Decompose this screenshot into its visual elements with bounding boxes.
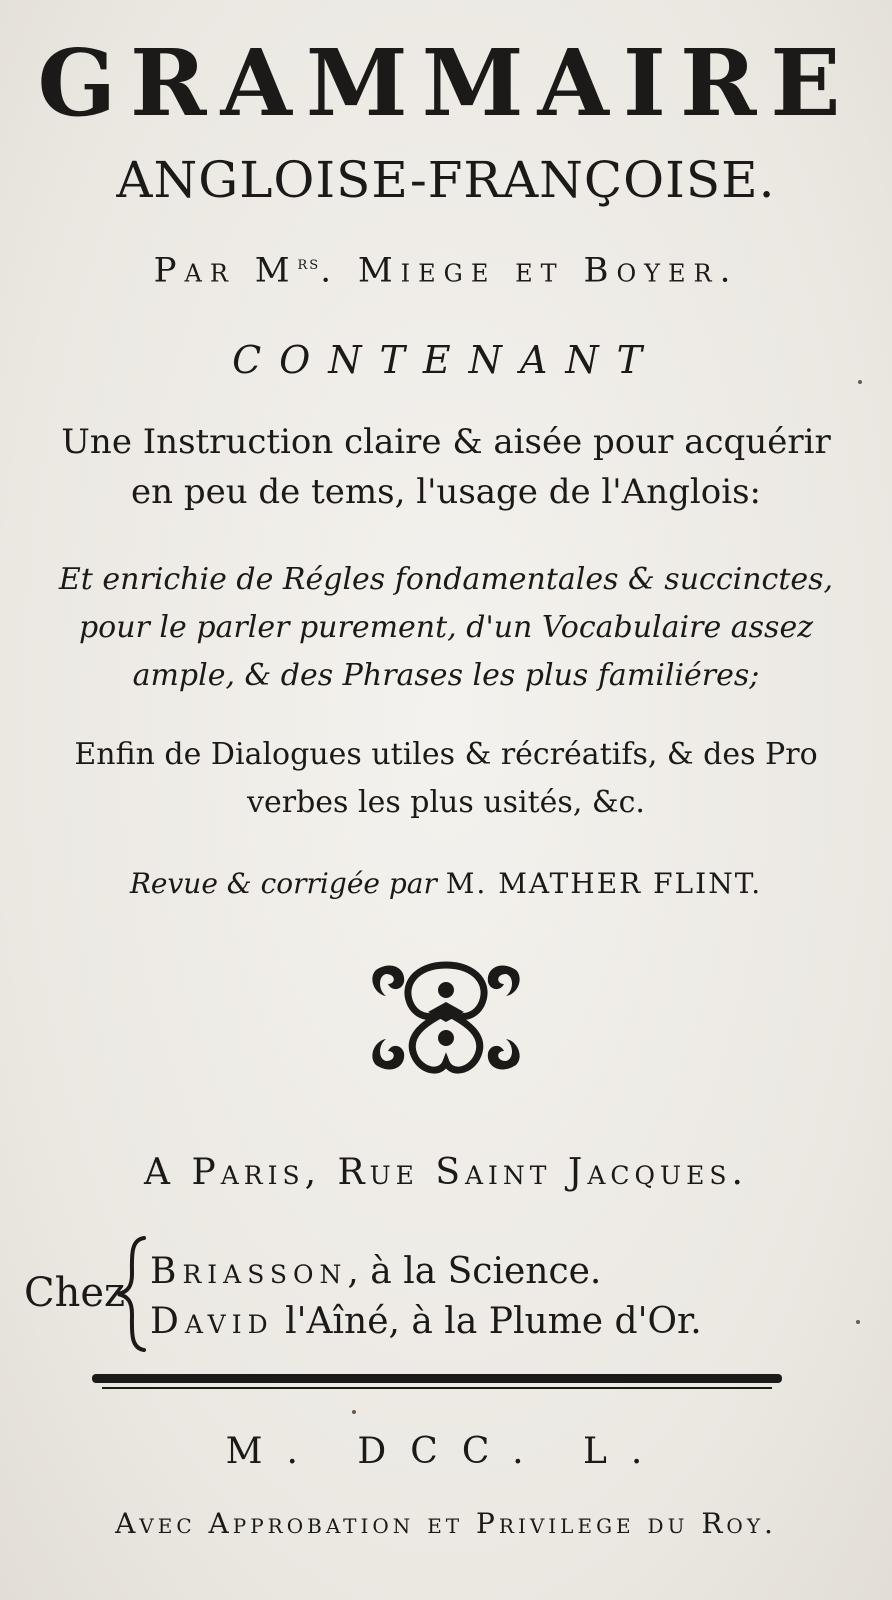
authors-sup: rs <box>297 253 321 274</box>
curly-brace-icon <box>114 1234 150 1354</box>
book-subtitle: ANGLOISE-FRANÇOISE. <box>116 151 776 209</box>
authors-line <box>0 242 892 292</box>
revue-italic: Revue & corrigée par <box>129 867 437 900</box>
enrichie-line-3: ample, & des Phrases les plus familiéres; <box>132 658 760 693</box>
publisher-1-name: Briasson <box>150 1251 348 1292</box>
contenant-heading: CONTENANT <box>232 338 660 382</box>
paper-speck <box>352 1410 356 1414</box>
authors-prefix: Par M <box>153 250 298 291</box>
editor-name: M. MATHER FLINT. <box>445 867 763 900</box>
instruction-line-1: Une Instruction claire & aisée pour acquérir <box>61 422 831 462</box>
instruction-line-2: en peu de tems, l'usage de l'Anglois: <box>131 472 761 512</box>
paper-speck <box>856 1320 860 1324</box>
publisher-2-name: David <box>150 1301 274 1342</box>
double-rule-divider <box>92 1372 782 1392</box>
printers-monogram-ornament-icon <box>356 950 536 1085</box>
publication-year: M. DCC. L. <box>225 1431 667 1472</box>
book-title: GRAMMAIRE <box>37 29 855 137</box>
enfin-line-1: Enfin de Dialogues utiles & récréatifs, & des Pro <box>74 737 818 772</box>
imprint-city: A Paris, Rue Saint Jacques. <box>144 1152 748 1193</box>
publisher-2 <box>150 1298 702 1346</box>
privilege-line: Avec Approbation et Privilege du Roy. <box>115 1507 777 1540</box>
publisher-1 <box>150 1248 601 1296</box>
enfin-line-2: verbes les plus usités, &c. <box>247 785 645 820</box>
paper-speck <box>858 380 862 384</box>
enrichie-line-2: pour le parler purement, d'un Vocabulaire assez <box>78 610 814 645</box>
authors-names: . Miege et Boyer. <box>320 250 739 291</box>
imprint-chez: Chez <box>24 1270 126 1316</box>
revue-line <box>0 862 892 906</box>
enrichie-line-1: Et enrichie de Régles fondamentales & succinctes, <box>58 562 834 597</box>
publisher-2-sign: l'Aîné, à la Plume d'Or. <box>273 1301 702 1342</box>
publisher-1-sign: , à la Science. <box>347 1251 602 1292</box>
